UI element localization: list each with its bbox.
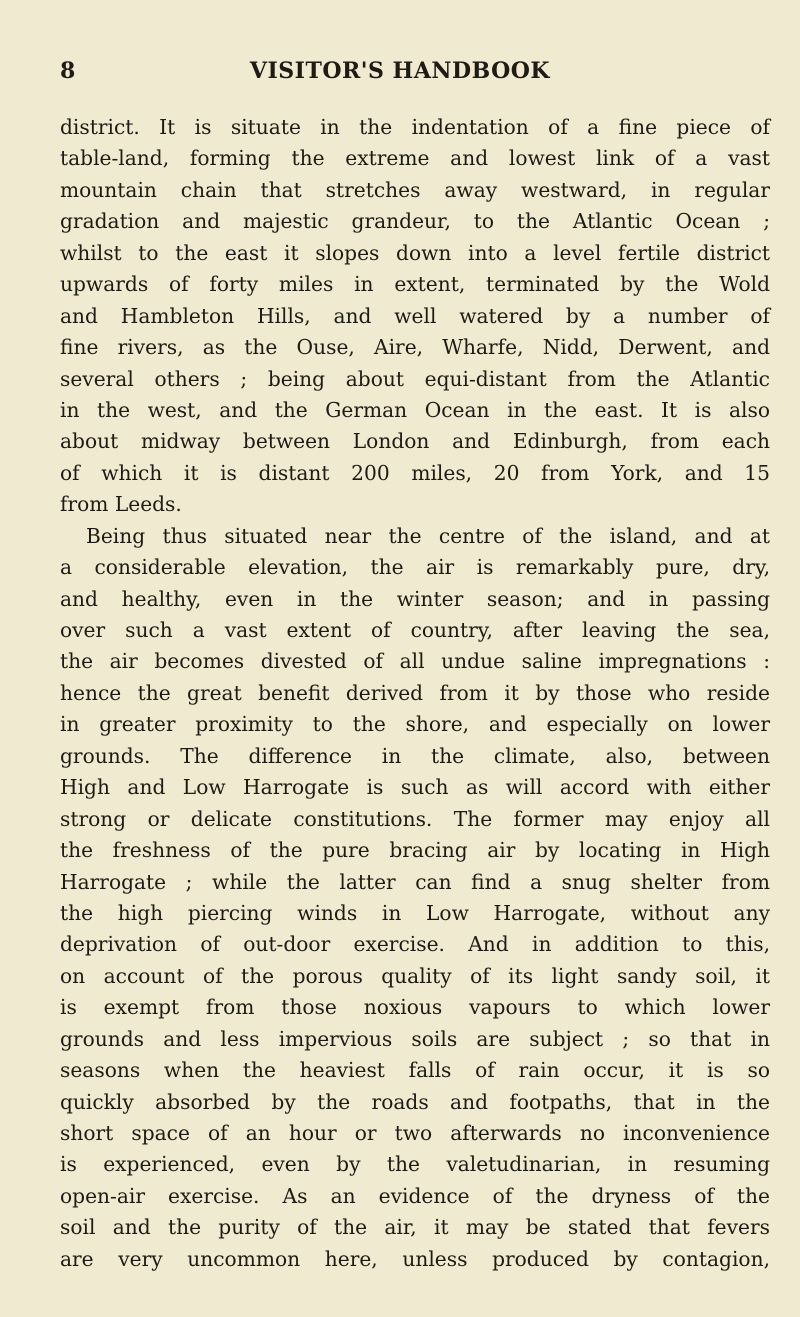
body-text xyxy=(60,112,770,1275)
text-line: gradation and majestic grandeur, to the Atlantic Ocean ; xyxy=(60,209,770,234)
text-line: fine rivers, as the Ouse, Aire, Wharfe, Nidd, Derwent, and xyxy=(60,335,770,360)
text-line: the freshness of the pure bracing air by locating in High xyxy=(60,838,770,863)
text-line: upwards of forty miles in extent, terminated by the Wold xyxy=(60,272,770,297)
text-line: in greater proximity to the shore, and especially on lower xyxy=(60,712,770,737)
text-line: quickly absorbed by the roads and footpaths, that in the xyxy=(60,1089,770,1114)
text-line: High and Low Harrogate is such as will accord with either xyxy=(60,775,770,800)
text-line: table-land, forming the extreme and lowest link of a vast xyxy=(60,146,770,171)
text-line: a considerable elevation, the air is remarkably pure, dry, xyxy=(60,555,770,580)
text-line: grounds and less impervious soils are subject ; so that in xyxy=(60,1026,770,1051)
text-line: several others ; being about equi-distant from the Atlantic xyxy=(60,366,770,391)
text-line: about midway between London and Edinburgh, from each xyxy=(60,429,770,454)
text-line: in the west, and the German Ocean in the east. It is also xyxy=(60,397,770,422)
text-line: Being thus situated near the centre of the island, and at xyxy=(86,523,770,548)
text-line: the air becomes divested of all undue saline impregnations : xyxy=(60,649,770,674)
text-line: are very uncommon here, unless produced by contagion, xyxy=(60,1246,770,1271)
text-line: mountain chain that stretches away westward, in regular xyxy=(60,177,770,202)
text-line: from Leeds. xyxy=(60,492,182,517)
text-line: Harrogate ; while the latter can find a snug shelter from xyxy=(60,869,770,894)
page-number: 8 xyxy=(60,58,76,84)
text-line: on account of the porous quality of its light sandy soil, it xyxy=(60,963,770,988)
text-line: strong or delicate constitutions. The former may enjoy all xyxy=(60,806,770,831)
text-line: over such a vast extent of country, after leaving the sea, xyxy=(60,618,770,642)
text-line: short space of an hour or two afterwards no inconvenience xyxy=(60,1121,770,1145)
text-line: and healthy, even in the winter season; and in passing xyxy=(60,586,770,611)
text-line: soil and the purity of the air, it may be stated that fevers xyxy=(60,1215,770,1240)
page-header xyxy=(60,58,740,90)
text-line: deprivation of out-door exercise. And in addition to this, xyxy=(60,932,770,957)
text-line: grounds. The difference in the climate, also, between xyxy=(60,743,770,768)
text-line: whilst to the east it slopes down into a level fertile district xyxy=(60,240,770,265)
text-line: is exempt from those noxious vapours to which lower xyxy=(60,995,770,1020)
running-title: VISITOR'S HANDBOOK xyxy=(249,58,551,84)
text-line: of which it is distant 200 miles, 20 from York, and 15 xyxy=(60,460,770,485)
text-line: is experienced, even by the valetudinarian, in resuming xyxy=(60,1152,770,1177)
text-line: and Hambleton Hills, and well watered by a number of xyxy=(60,303,770,328)
text-line: the high piercing winds in Low Harrogate, without any xyxy=(60,900,770,925)
text-line: district. It is situate in the indentation of a fine piece of xyxy=(60,115,770,139)
text-line: seasons when the heaviest falls of rain occur, it is so xyxy=(60,1058,770,1083)
text-line: open-air exercise. As an evidence of the dryness of the xyxy=(60,1183,770,1208)
text-line: hence the great benefit derived from it by those who reside xyxy=(60,680,770,705)
